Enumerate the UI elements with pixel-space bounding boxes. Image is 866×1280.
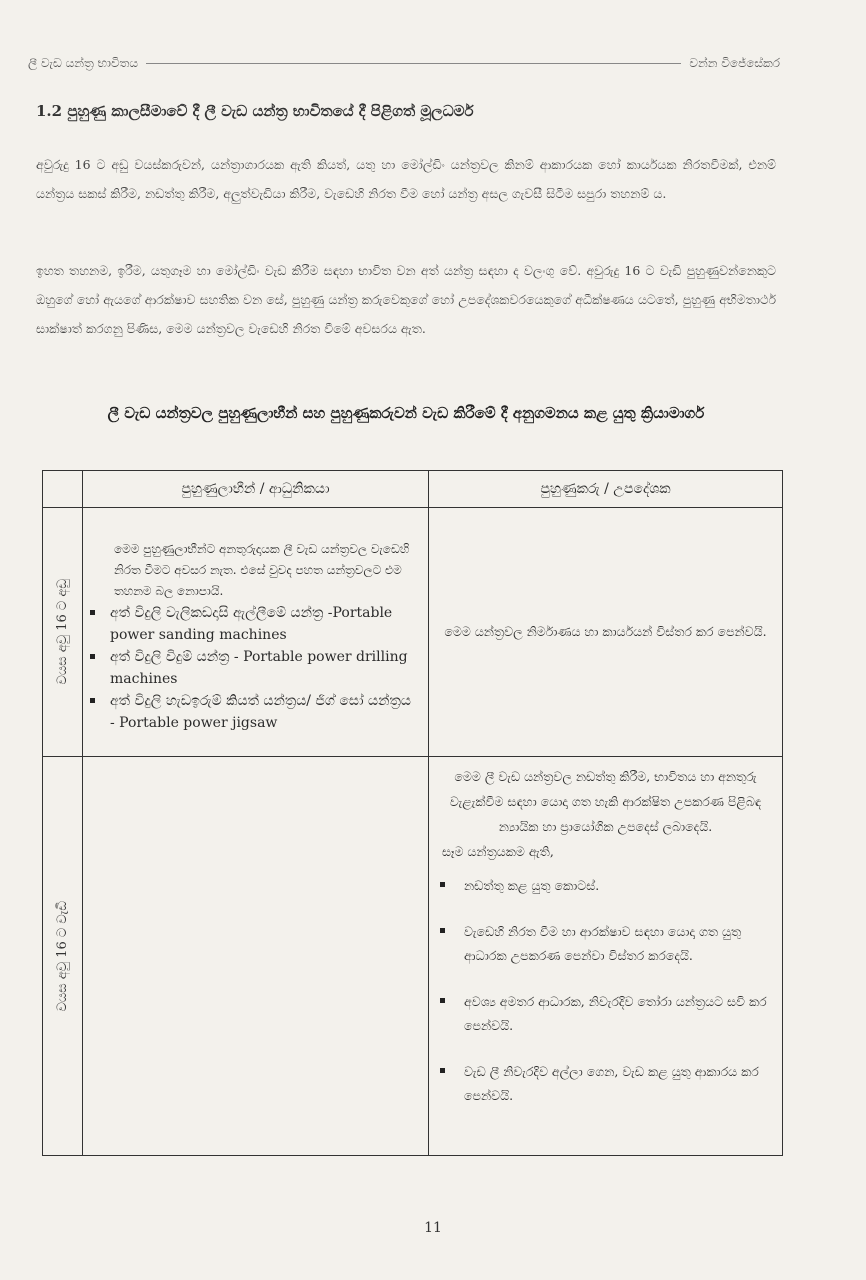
table-header-row: [43, 471, 783, 508]
running-header: [28, 52, 780, 74]
list-item: අත් විදුලි වැලිකඩදාසි ඇල්ලීමේ යන්ත්‍ර -Portable power sanding machines: [84, 602, 417, 646]
header-left-text: ලී වැඩ යන්ත්‍ර භාවිතය: [28, 55, 138, 70]
row-label-over-16: වයස අවු 16 ට වැඩි: [55, 900, 70, 1012]
trainee-note: මෙම පුහුණුලාභීන්ට අනතුරුදායක ලී වැඩ යන්ත්‍රවල වැඩෙහි නිරත වීමට අවසර නැත. එසේ වුවද පහත යන්ත්‍රවලට එම තහනම බල නොපායි.: [114, 541, 410, 598]
trainer-intro: මෙම ලී වැඩ යන්ත්‍රවල නඩත්තු කිරීම, භාවිතය හා අනතුරු වැළැක්වීම සඳහා යොදා ගත හැකි ආරක්ෂිත උපකරණ පිළිබඳ න්‍යායික හා ප්‍රායෝගික උපදෙස් ලබාදෙයි.: [449, 769, 762, 834]
list-item: අත් විදුලි හැඩඉරුම් කියත් යන්ත්‍රය/ ජිග් සෝ යන්ත්‍රය - Portable power jigsaw: [84, 690, 417, 734]
column-header-trainee: පුහුණුලාභීන් / ආධුනිකයා: [83, 471, 429, 508]
row-label-under-16: වයස අවු 16 ට අඩු: [55, 579, 70, 685]
paragraph-2: ඉහත තහනම, ඉරීම, යතුගෑම හා මෝල්ඩිං වැඩ කිරීම සඳහා භාවිත වන අත් යන්ත්‍ර සඳහා ද වලංගු වේ. අවුරුදු 16 ට වැඩි පුහුණුවන්නෙකුට ඔහුගේ හෝ ඇයගේ ආරක්ෂාව සහතික වන සේ, පුහුණු යන්ත්‍ර කරුවෙකුගේ හෝ උපදේශකවරයෙකුගේ අධීක්ෂණය යටතේ, පුහුණු අභිමතාර්ථ සාක්ෂාත් කරගනු පිණිස, මෙම යන්ත්‍රවල වැඩෙහි නිරත වීමේ අවසරය ඇත.: [36, 263, 776, 336]
trainee-cell-over-16: [83, 757, 429, 1156]
paragraph-1: අවුරුදු 16 ට අඩු වයස්කරුවන්, යන්ත්‍රාගාරයක ඇති කියත්, යතු හා මෝල්ඩිං යන්ත්‍රවල කිනම් ආකාරයක හෝ කාර්යයක නිරතවීමක්, එනම් යන්ත්‍රය සකස් කිරීම, නඩත්තු කිරීම, අලුත්වැඩියා කිරීම, වැඩෙහි නිරත වීම හෝ යන්ත්‍ර අසල ගැවසී සිටීම සපුරා තහනම් ය.: [36, 157, 776, 201]
table-row: [43, 508, 783, 757]
bullet-icon: [440, 998, 445, 1003]
procedure-table: [42, 470, 783, 1156]
header-right-text: වන්න විජේසේකර: [689, 55, 780, 70]
bullet-icon: [440, 882, 445, 887]
table-row: [43, 757, 783, 1156]
trainer-list: [430, 874, 781, 1108]
bullet-icon: [90, 654, 95, 659]
page-number: 11: [424, 1220, 442, 1236]
table-title: ලී වැඩ යන්ත්‍රවල පුහුණුලාභීන් සහ පුහුණුකරුවන් වැඩ කිරීමේ දී අනුගමනය කළ යුතු ක්‍රියාමාර්ග: [107, 404, 705, 422]
bullet-icon: [90, 610, 95, 615]
list-item: නඩත්තු කළ යුතු කොටස්.: [430, 874, 767, 898]
list-item: අවශ්‍ය අමතර ආධාරක, නිවැරදිව තෝරා යන්ත්‍රයට සවි කර පෙන්වයි.: [430, 990, 767, 1038]
list-item: වැඩ ලී නිවැරදිව අල්ලා ගෙන, වැඩ කළ යුතු ආකාරය කර පෙන්වයි.: [430, 1060, 767, 1108]
header-blank-cell: [43, 471, 83, 508]
bullet-icon: [440, 1068, 445, 1073]
machine-list: [84, 602, 427, 734]
bullet-icon: [90, 698, 95, 703]
trainer-cell-over-16: [429, 757, 783, 1156]
bullet-icon: [440, 928, 445, 933]
list-item: වැඩෙහි නිරත වීම හා ආරක්ෂාව සඳහා යොදා ගත යුතු ආධාරක උපකරණ පෙන්වා විස්තර කරදෙයි.: [430, 920, 767, 968]
header-rule: [146, 63, 681, 64]
row-side-cell: [43, 508, 83, 757]
section-title: 1.2 පුහුණු කාලසීමාවේ දී ලී වැඩ යන්ත්‍ර භාවිතයේ දී පිළිගත් මූලධර්ම: [36, 102, 474, 120]
trainer-cell-under-16: මෙම යන්ත්‍රවල නිර්මාණය හා කාර්යයන් විස්තර කර පෙන්වයි.: [429, 508, 783, 757]
trainer-subheading: සෑම යන්ත්‍රයකම ඇති,: [442, 844, 554, 859]
column-header-trainer: පුහුණුකරු / උපදේශක: [429, 471, 783, 508]
trainee-cell-under-16: [83, 508, 429, 757]
list-item: අත් විදුලි විදුම් යන්ත්‍ර - Portable power drilling machines: [84, 646, 417, 690]
row-side-cell: [43, 757, 83, 1156]
